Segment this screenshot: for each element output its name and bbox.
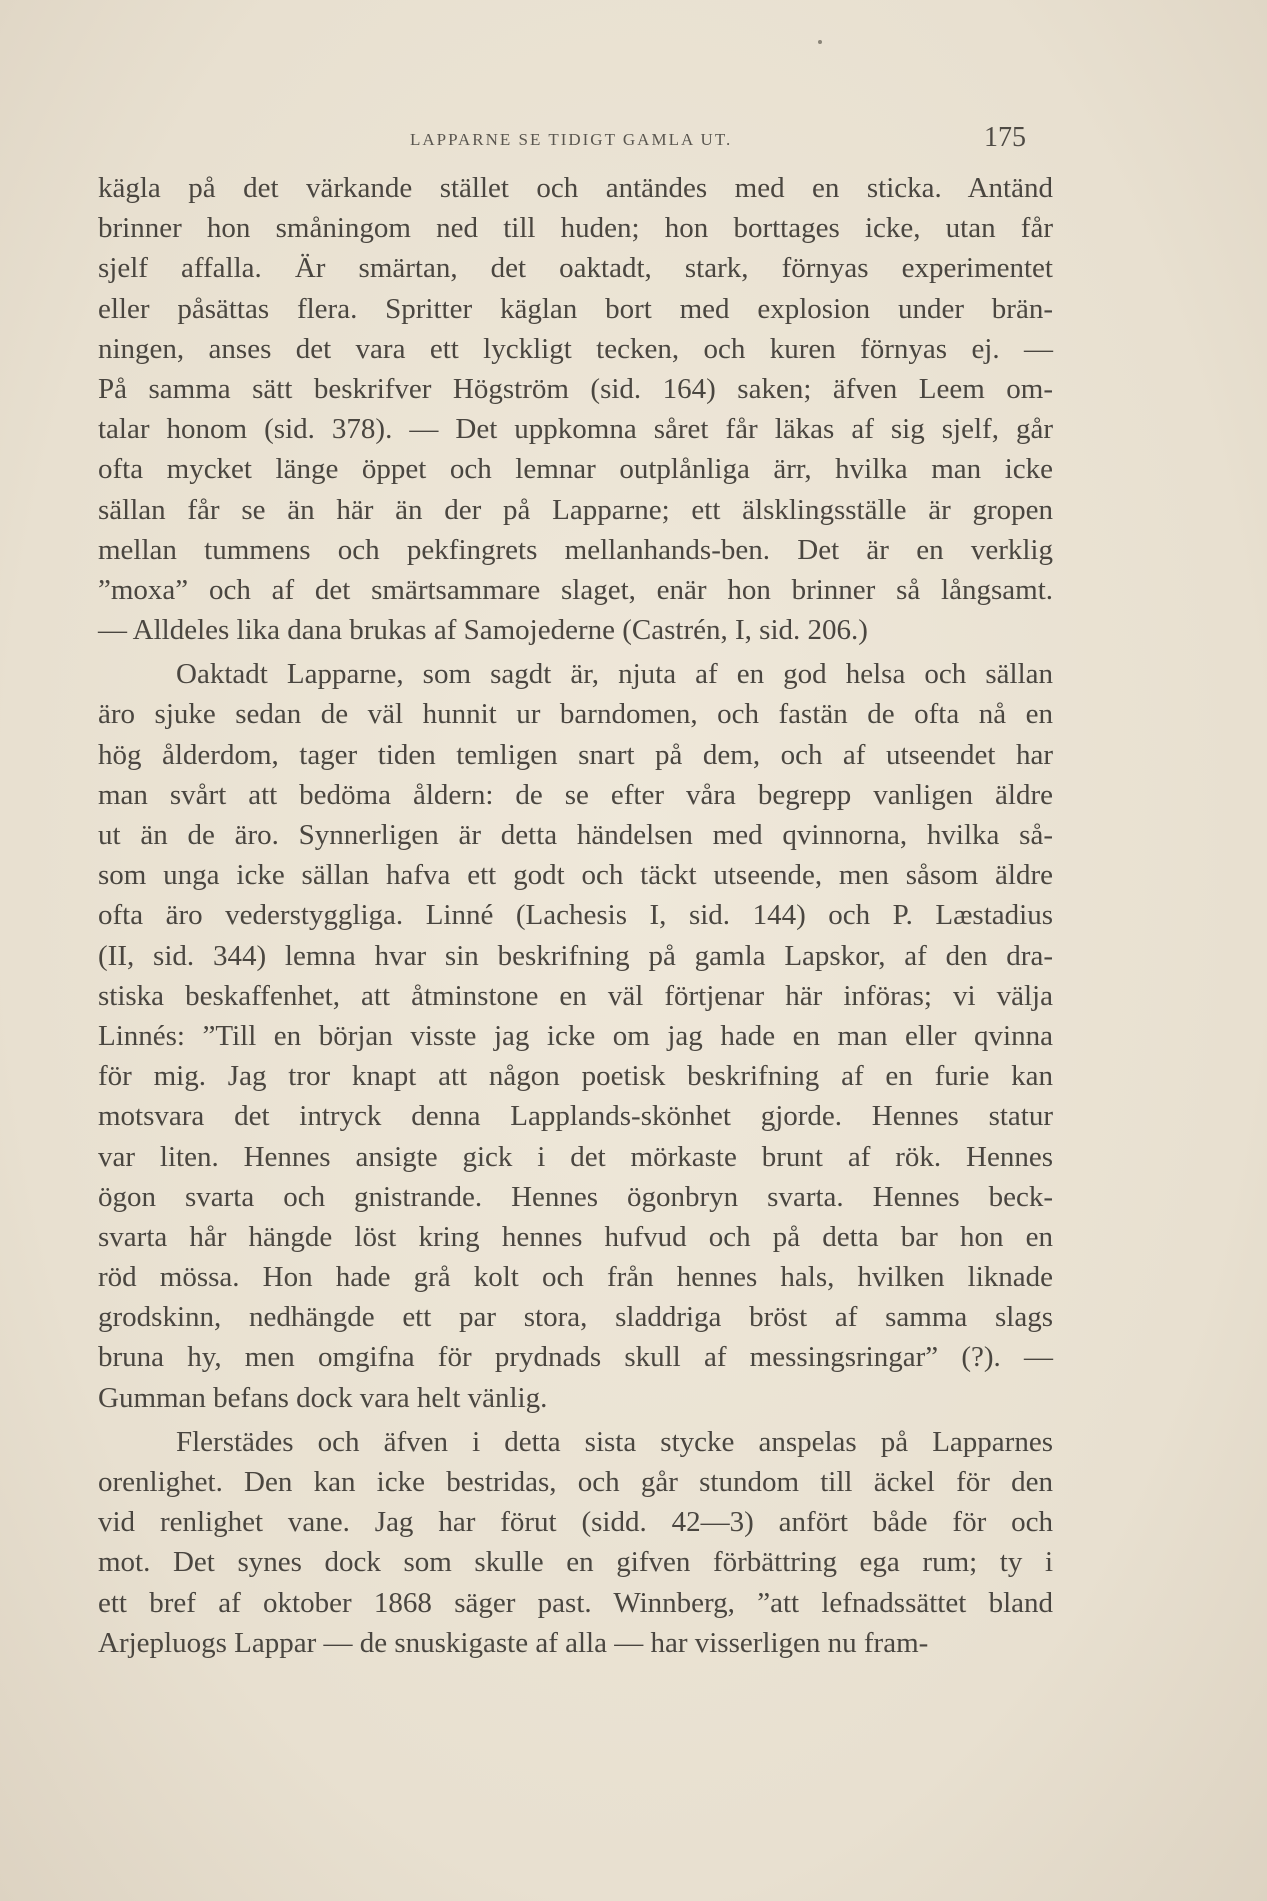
text-line: Gumman befans dock vara helt vänlig. xyxy=(98,1381,548,1414)
text-line: ett bref af oktober 1868 säger past. Winnberg, ”att lefnadssättet bland xyxy=(98,1586,1053,1619)
text-line: — Alldeles lika dana brukas af Samojederne (Castrén, I, sid. 206.) xyxy=(98,614,868,647)
text-line: ofta mycket länge öppet och lemnar outplånliga ärr, hvilka man icke xyxy=(98,453,1053,486)
text-line: ut än de äro. Synnerligen är detta händelsen med qvinnorna, hvilka så- xyxy=(98,819,1053,851)
text-line: ningen, anses det vara ett lyckligt tecken, och kuren förnyas ej. — xyxy=(98,332,1053,365)
text-line: Flerstädes och äfven i detta sista stycke anspelas på Lapparnes xyxy=(176,1425,1053,1458)
text-line: motsvara det intryck denna Lapplands-skönhet gjorde. Hennes statur xyxy=(98,1100,1053,1133)
text-line: för mig. Jag tror knapt att någon poetisk beskrifning af en furie kan xyxy=(98,1060,1053,1093)
text-line: Linnés: ”Till en början visste jag icke om jag hade en man eller qvinna xyxy=(98,1019,1053,1052)
text-line: vid renlighet vane. Jag har förut (sidd. 42—3) anfört både för och xyxy=(98,1506,1053,1539)
text-line: hög ålderdom, tager tiden temligen snart på dem, och af utseendet har xyxy=(98,738,1053,771)
text-line: eller påsättas flera. Spritter käglan bort med explosion under brän- xyxy=(98,292,1053,325)
paragraph xyxy=(98,654,1053,1418)
text-line: mot. Det synes dock som skulle en gifven förbättring ega rum; ty i xyxy=(98,1546,1053,1579)
text-line: som unga icke sällan hafva ett godt och täckt utseende, men såsom äldre xyxy=(98,859,1053,892)
text-line: orenlighet. Den kan icke bestridas, och går stundom till äckel för den xyxy=(98,1466,1053,1498)
text-line: man svårt att bedöma åldern: de se efter våra begrepp vanligen äldre xyxy=(98,778,1053,811)
page-number: 175 xyxy=(984,122,1026,153)
text-line: Arjepluogs Lappar — de snuskigaste af alla — har visserligen nu fram- xyxy=(98,1626,929,1659)
text-line: brinner hon småningom ned till huden; hon borttages icke, utan får xyxy=(98,212,1053,245)
text-line: ögon svarta och gnistrande. Hennes ögonbryn svarta. Hennes beck- xyxy=(98,1180,1053,1213)
text-line: ofta äro vederstyggliga. Linné (Lachesis I, sid. 144) och P. Læstadius xyxy=(98,899,1053,932)
running-head: LAPPARNE SE TIDIGT GAMLA UT. xyxy=(410,130,733,149)
text-line: kägla på det värkande stället och antändes med en sticka. Antänd xyxy=(98,172,1053,204)
text-line: sjelf affalla. Är smärtan, det oaktadt, stark, förnyas experimentet xyxy=(98,252,1053,285)
text-line: Oaktadt Lapparne, som sagdt är, njuta af en god helsa och sällan xyxy=(176,658,1053,691)
paper-speck xyxy=(818,40,822,44)
text-line: äro sjuke sedan de väl hunnit ur barndomen, och fastän de ofta nå en xyxy=(98,698,1053,731)
text-line: På samma sätt beskrifver Högström (sid. 164) saken; äfven Leem om- xyxy=(98,372,1053,405)
text-line: talar honom (sid. 378). — Det uppkomna såret får läkas af sig sjelf, går xyxy=(98,413,1053,446)
text-line: grodskinn, nedhängde ett par stora, sladdriga bröst af samma slags xyxy=(98,1301,1053,1334)
text-line: stiska beskaffenhet, att åtminstone en väl förtjenar här införas; vi välja xyxy=(98,979,1053,1012)
text-line: sällan får se än här än der på Lapparne; ett älsklingsställe är gropen xyxy=(98,493,1053,526)
text-line: var liten. Hennes ansigte gick i det mörkaste brunt af rök. Hennes xyxy=(98,1140,1053,1173)
text-line: svarta hår hängde löst kring hennes hufvud och på detta bar hon en xyxy=(98,1220,1053,1253)
page-header xyxy=(0,122,1267,162)
text-line: mellan tummens och pekfingrets mellanhands-ben. Det är en verklig xyxy=(98,533,1053,566)
text-line: bruna hy, men omgifna för prydnads skull af messingsringar” (?). — xyxy=(98,1341,1053,1374)
text-line: ”moxa” och af det smärtsammare slaget, enär hon brinner så långsamt. xyxy=(98,573,1053,606)
body-text xyxy=(98,168,1053,1663)
text-line: (II, sid. 344) lemna hvar sin beskrifning på gamla Lapskor, af den dra- xyxy=(98,939,1053,972)
text-line: röd mössa. Hon hade grå kolt och från hennes hals, hvilken liknade xyxy=(98,1261,1053,1294)
paragraph xyxy=(98,168,1053,650)
paragraph xyxy=(98,1422,1053,1663)
